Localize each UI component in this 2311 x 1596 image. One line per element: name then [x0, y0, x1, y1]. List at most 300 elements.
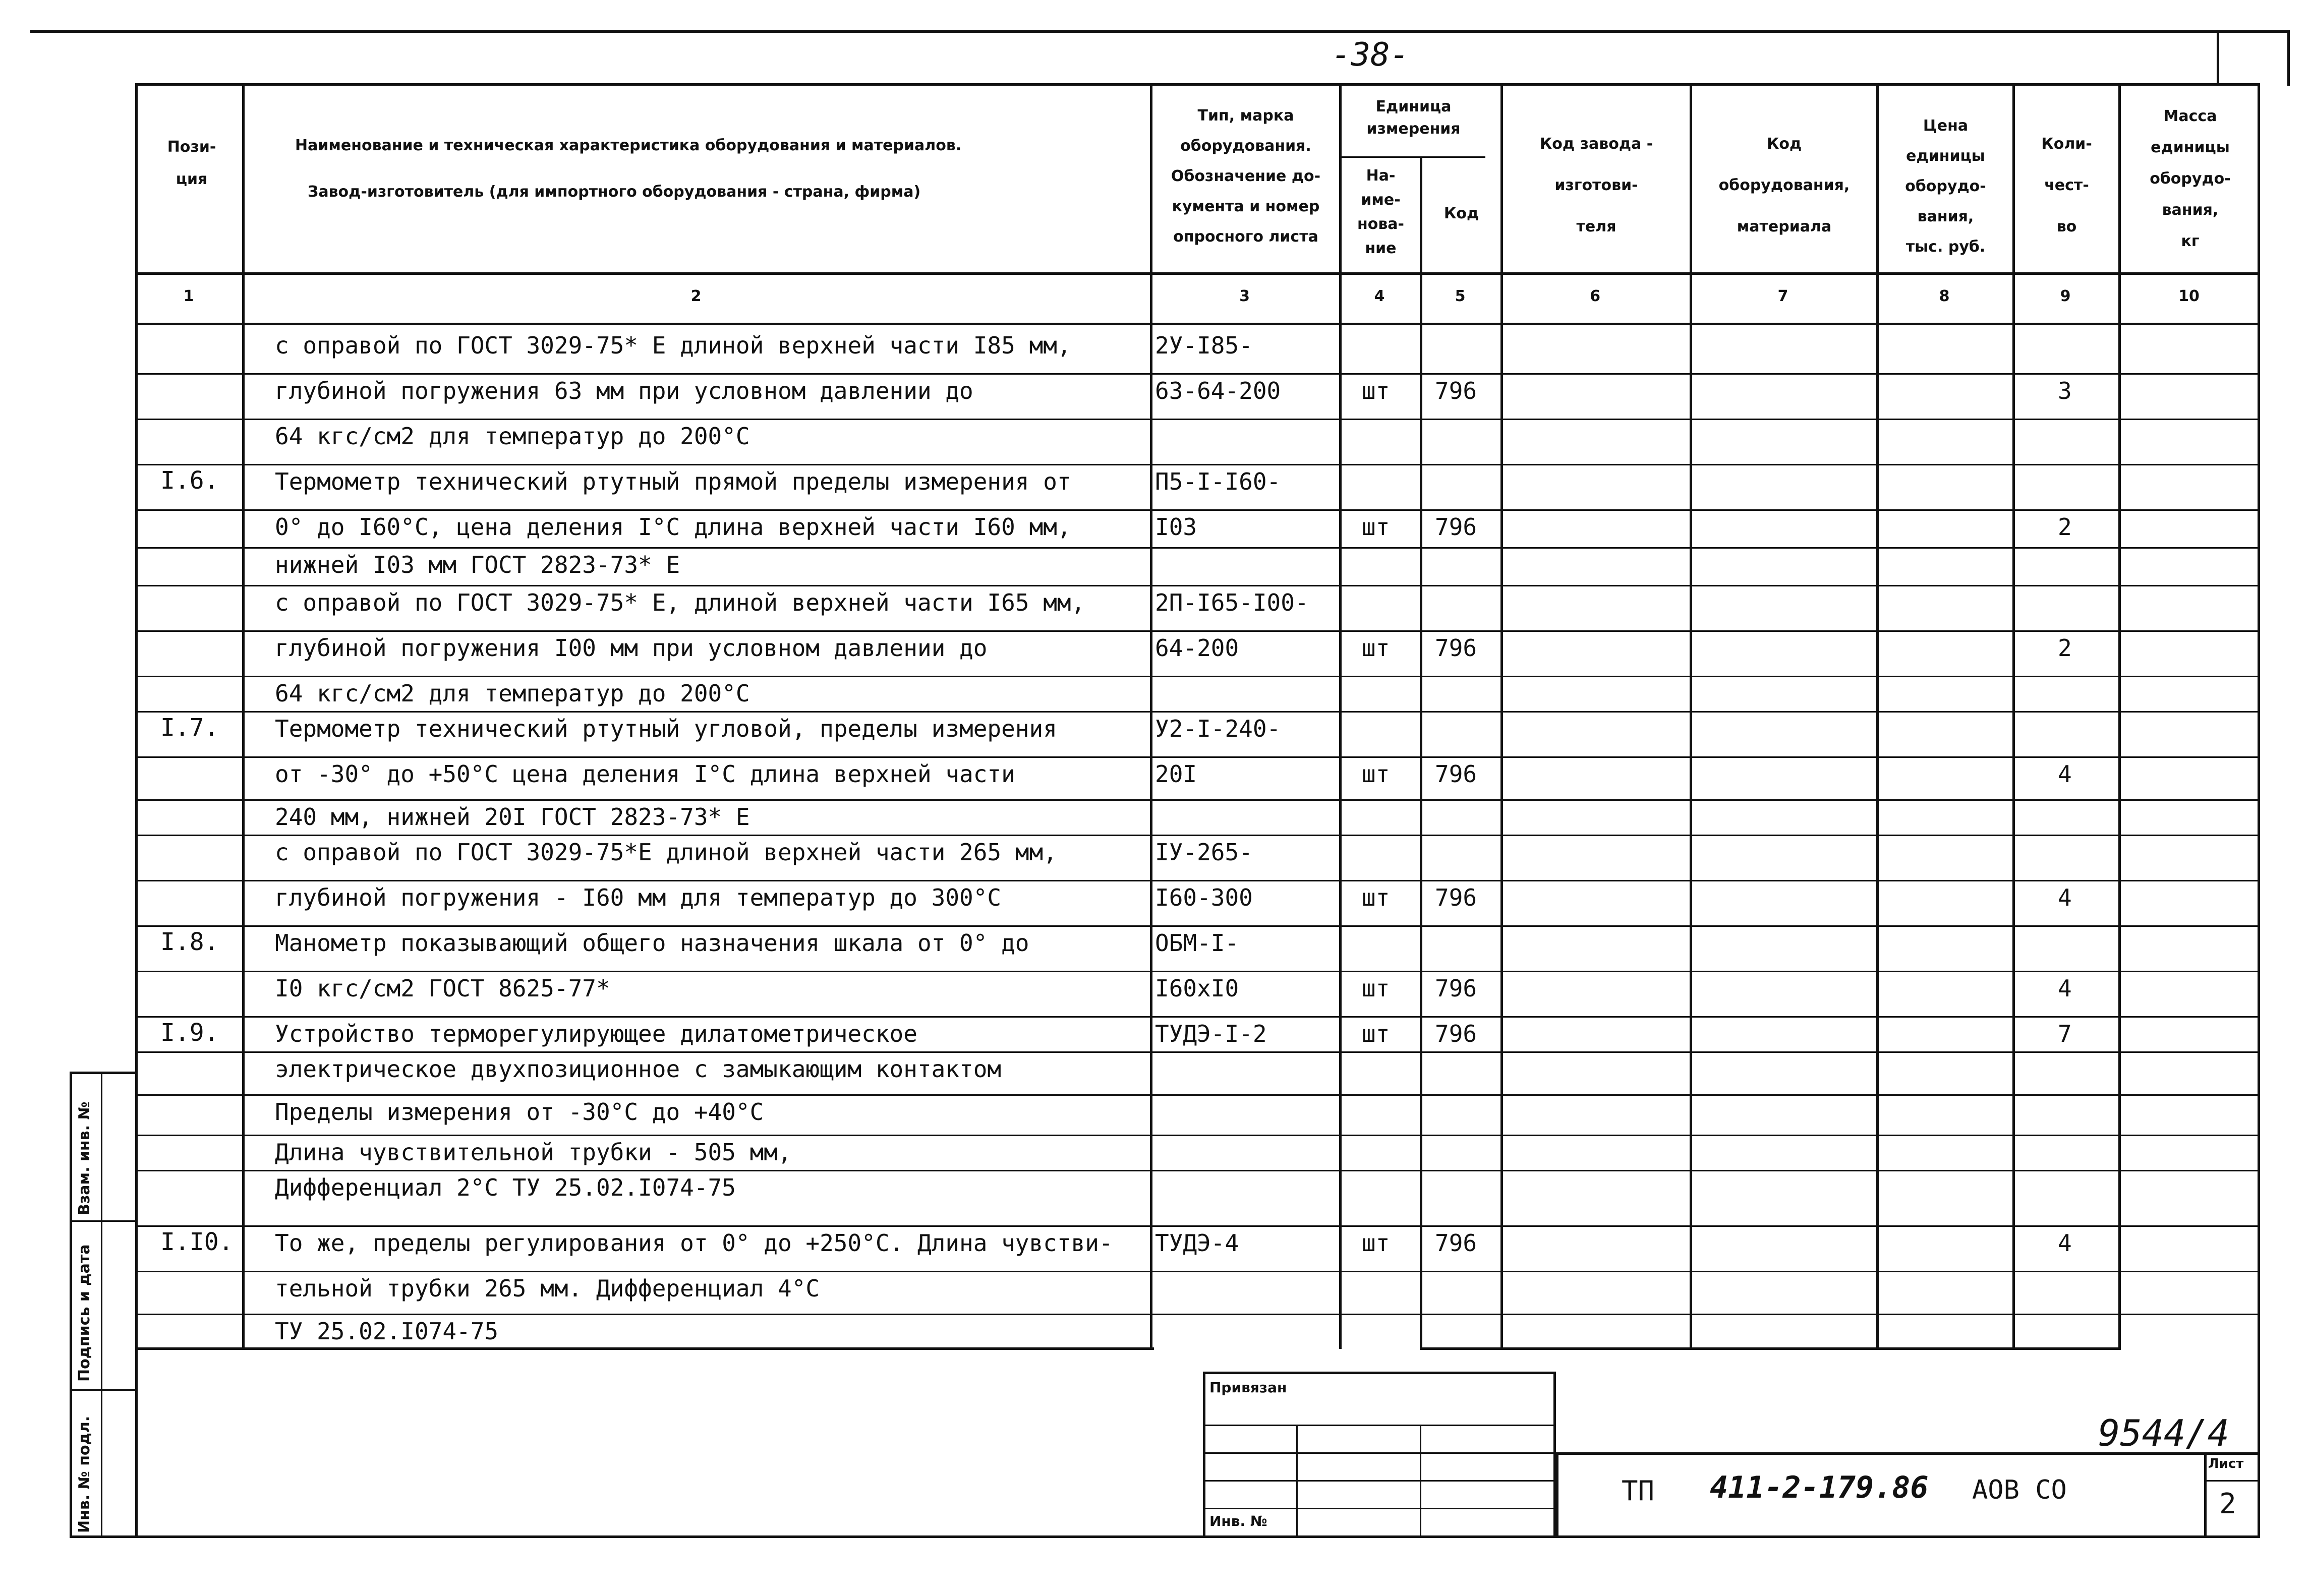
row-rule — [242, 509, 1150, 511]
stamp-sheet-left — [2204, 1452, 2207, 1538]
row-rule — [2012, 676, 2118, 677]
stamp-doc-prefix: ТП — [1622, 1475, 1655, 1507]
row-rule — [1690, 880, 1876, 881]
row-rule — [1876, 799, 2012, 801]
header-col2-line2: Завод-изготовитель (для импортного оборудования - страна, фирма) — [308, 183, 921, 201]
row-rule — [1150, 1094, 1339, 1096]
header-col10: Масса единицы оборудо- вания, кг — [2150, 107, 2231, 250]
row-rule — [242, 585, 1150, 586]
name-cell: Термометр технический ртутный прямой пределы измерения от — [275, 468, 1071, 495]
row-rule — [242, 630, 1150, 632]
row-rule — [1500, 925, 1690, 927]
name-cell: глубиной погружения I00 мм при условном давлении до — [275, 634, 988, 662]
header-col9: Коли- чест- во — [2041, 135, 2092, 235]
row-rule — [2012, 835, 2118, 836]
name-cell: 64 кгс/см2 для температур до 200°С — [275, 680, 750, 707]
row-rule — [135, 1135, 242, 1136]
row-rule — [2012, 1314, 2118, 1315]
name-cell: глубиной погружения 63 мм при условном давлении до — [275, 377, 973, 404]
name-cell: Пределы измерения от -30°С до +40°С — [275, 1098, 764, 1126]
stamp-sheet-split — [2204, 1480, 2260, 1482]
row-rule — [1500, 880, 1690, 881]
position-cell: I.6. — [160, 466, 219, 495]
row-rule — [135, 373, 242, 375]
row-rule — [2012, 711, 2118, 713]
row-rule — [1339, 464, 1420, 465]
row-rule — [2118, 835, 2260, 836]
colnum-8: 8 — [1939, 287, 1950, 305]
row-rule — [1150, 925, 1339, 927]
header-units-group: Единица измерения — [1366, 98, 1461, 138]
row-rule — [135, 547, 242, 549]
row-rule — [1876, 1094, 2012, 1096]
row-rule — [1339, 1170, 1420, 1171]
row-rule — [1420, 1314, 1500, 1315]
unit-cell: шт — [1362, 513, 1390, 541]
side-strip-div1 — [70, 1220, 138, 1222]
stamp-inv-no: Инв. № — [1209, 1513, 1267, 1529]
row-rule — [135, 880, 242, 881]
row-rule — [2012, 1271, 2118, 1272]
row-rule — [1690, 373, 1876, 375]
row-rule — [2012, 585, 2118, 586]
row-rule — [1420, 925, 1500, 927]
row-rule — [1500, 971, 1690, 972]
name-cell: глубиной погружения - I60 мм для температур до 300°С — [275, 884, 1002, 911]
colnum-3: 3 — [1239, 287, 1250, 305]
colnum-4: 4 — [1374, 287, 1385, 305]
row-rule — [242, 1170, 1150, 1171]
row-rule — [242, 1051, 1150, 1053]
name-cell: Манометр показывающий общего назначения шкала от 0° до — [275, 929, 1029, 957]
name-cell: от -30° до +50°С цена деления I°С длина верхней части — [275, 760, 1015, 788]
row-rule — [1339, 835, 1420, 836]
unit-cell: шт — [1362, 377, 1390, 404]
row-rule — [135, 1051, 242, 1053]
row-rule — [135, 464, 242, 465]
row-rule — [1500, 835, 1690, 836]
type-cell: П5-I-I60- — [1155, 468, 1281, 495]
row-rule — [1150, 509, 1339, 511]
colnum-10: 10 — [2178, 287, 2200, 305]
name-cell: 240 мм, нижней 20I ГОСТ 2823-73* Е — [275, 803, 750, 831]
row-rule — [2012, 1094, 2118, 1096]
col-line-6 — [1690, 83, 1692, 1349]
code-cell: 796 — [1435, 513, 1477, 541]
row-rule — [2012, 630, 2118, 632]
col-line-9 — [2118, 83, 2121, 1349]
row-rule — [1150, 630, 1339, 632]
row-rule — [1150, 1051, 1339, 1053]
row-rule — [2118, 1271, 2260, 1272]
row-rule — [135, 711, 242, 713]
row-rule — [1339, 971, 1420, 972]
row-rule — [135, 835, 242, 836]
row-rule — [1420, 1225, 1500, 1227]
qty-cell: 3 — [2058, 377, 2072, 404]
row-rule — [1339, 1094, 1420, 1096]
qty-cell: 4 — [2058, 760, 2072, 788]
row-rule — [1876, 547, 2012, 549]
row-rule — [1690, 1094, 1876, 1096]
row-rule — [135, 756, 242, 758]
name-cell: Длина чувствительной трубки - 505 мм, — [275, 1139, 792, 1166]
name-cell: ТУ 25.02.I074-75 — [275, 1318, 499, 1345]
row-rule — [1690, 971, 1876, 972]
row-rule — [242, 1225, 1150, 1227]
type-cell: IУ-265- — [1155, 839, 1253, 866]
row-rule — [1500, 1016, 1690, 1018]
row-rule — [1876, 1271, 2012, 1272]
row-rule — [242, 1094, 1150, 1096]
side-strip-div2 — [70, 1389, 138, 1391]
row-rule — [2012, 756, 2118, 758]
colnum-7: 7 — [1777, 287, 1788, 305]
row-rule — [1150, 971, 1339, 972]
row-rule — [1690, 835, 1876, 836]
stamp-v2 — [1420, 1425, 1421, 1538]
row-rule — [135, 1314, 242, 1315]
row-rule — [2118, 419, 2260, 420]
stamp-v3 — [1556, 1452, 1558, 1538]
row-rule — [1339, 925, 1420, 927]
row-rule — [1339, 756, 1420, 758]
row-rule — [2012, 464, 2118, 465]
col-line-7 — [1876, 83, 1879, 1349]
code-cell: 796 — [1435, 760, 1477, 788]
row-rule — [2118, 585, 2260, 586]
row-rule — [242, 676, 1150, 677]
row-rule — [1420, 971, 1500, 972]
row-rule — [1690, 509, 1876, 511]
unit-header-split — [1339, 156, 1485, 158]
unit-cell: шт — [1362, 760, 1390, 788]
row-rule — [1420, 711, 1500, 713]
row-rule — [1876, 1135, 2012, 1136]
row-rule — [1876, 756, 2012, 758]
row-rule — [1690, 1135, 1876, 1136]
row-rule — [242, 464, 1150, 465]
position-cell: I.8. — [160, 928, 219, 956]
row-rule — [1690, 1170, 1876, 1171]
row-rule — [1690, 799, 1876, 801]
side-label-inv: Инв. № подл. — [76, 1415, 93, 1533]
row-rule — [2118, 799, 2260, 801]
header-col4: На- име- нова- ние — [1357, 167, 1405, 257]
qty-cell: 4 — [2058, 975, 2072, 1002]
row-rule — [1690, 585, 1876, 586]
code-cell: 796 — [1435, 884, 1477, 911]
row-rule — [1420, 1170, 1500, 1171]
row-rule — [1420, 1051, 1500, 1053]
row-rule — [1420, 1135, 1500, 1136]
row-rule — [1500, 509, 1690, 511]
row-rule — [2118, 676, 2260, 677]
row-rule — [1339, 676, 1420, 677]
name-cell: с оправой по ГОСТ 3029-75* Е, длиной верхней части I65 мм, — [275, 589, 1085, 616]
row-rule — [1420, 547, 1500, 549]
unit-cell: шт — [1362, 1229, 1390, 1257]
colnum-2: 2 — [690, 287, 702, 305]
header-col3: Тип, марка оборудования. Обозначение до- кумента и номер опросного листа — [1171, 107, 1321, 246]
name-cell: тельной трубки 265 мм. Дифференциал 4°С — [275, 1275, 820, 1302]
position-cell: I.7. — [160, 714, 219, 742]
stamp-h2 — [1203, 1452, 1556, 1454]
row-rule — [242, 971, 1150, 972]
colnum-1: 1 — [183, 287, 194, 305]
row-rule — [1876, 835, 2012, 836]
row-rule — [2118, 1225, 2260, 1227]
row-rule — [1500, 547, 1690, 549]
side-strip-inner — [101, 1072, 102, 1538]
stamp-h1 — [1203, 1425, 1556, 1426]
row-rule — [1500, 464, 1690, 465]
row-rule — [1339, 1051, 1420, 1053]
row-rule — [1690, 756, 1876, 758]
row-rule — [2118, 630, 2260, 632]
stamp-doc-code: 411-2-179.86 — [1710, 1470, 1929, 1505]
stamp-h3 — [1203, 1480, 1556, 1482]
row-rule — [1690, 464, 1876, 465]
row-rule — [1876, 419, 2012, 420]
type-cell: ОБМ-I- — [1155, 929, 1239, 957]
row-rule — [135, 676, 242, 677]
stamp-sheet-no: 2 — [2219, 1488, 2236, 1520]
row-rule — [2012, 880, 2118, 881]
row-rule — [1420, 419, 1500, 420]
row-rule — [1150, 547, 1339, 549]
unit-cell: шт — [1362, 884, 1390, 911]
row-rule — [2012, 1170, 2118, 1171]
code-cell: 796 — [1435, 634, 1477, 662]
frame-top-tick — [2217, 30, 2219, 85]
row-rule — [1690, 1271, 1876, 1272]
row-rule — [1339, 585, 1420, 586]
colnum-5: 5 — [1455, 287, 1466, 305]
type-cell: 20I — [1155, 760, 1197, 788]
row-rule — [1500, 373, 1690, 375]
type-cell: 64-200 — [1155, 634, 1239, 662]
row-rule — [1150, 756, 1339, 758]
row-rule — [1150, 880, 1339, 881]
qty-cell: 4 — [2058, 1229, 2072, 1257]
col-line-2 — [1150, 83, 1152, 1349]
row-rule — [242, 1016, 1150, 1018]
row-rule — [1500, 585, 1690, 586]
row-rule — [135, 509, 242, 511]
position-cell: I.I0. — [160, 1228, 234, 1256]
stamp-h4 — [1203, 1508, 1556, 1509]
row-rule — [2012, 971, 2118, 972]
name-cell: Дифференциал 2°С ТУ 25.02.I074-75 — [275, 1174, 736, 1201]
stamp-doc-suffix: АОВ СО — [1972, 1475, 2067, 1505]
row-rule — [1150, 1225, 1339, 1227]
type-cell: 2У-I85- — [1155, 332, 1253, 359]
unit-cell: шт — [1362, 1020, 1390, 1047]
row-rule — [242, 835, 1150, 836]
row-rule — [2118, 925, 2260, 927]
code-cell: 796 — [1435, 1229, 1477, 1257]
row-rule — [1500, 419, 1690, 420]
row-rule — [1150, 373, 1339, 375]
row-rule — [2118, 756, 2260, 758]
row-rule — [1690, 925, 1876, 927]
row-rule — [1500, 799, 1690, 801]
unit-cell: шт — [1362, 975, 1390, 1002]
row-rule — [242, 1271, 1150, 1272]
type-cell: I03 — [1155, 513, 1197, 541]
row-rule — [1876, 1016, 2012, 1018]
side-label-vzam: Взам. инв. № — [76, 1101, 93, 1215]
row-rule — [1500, 1051, 1690, 1053]
stamp-privyazan: Привязан — [1209, 1379, 1287, 1396]
row-rule — [2118, 547, 2260, 549]
header-bottom — [135, 272, 2260, 275]
row-rule — [2118, 880, 2260, 881]
name-cell: I0 кгс/см2 ГОСТ 8625-77* — [275, 975, 610, 1002]
row-rule — [1690, 419, 1876, 420]
page-number: -38- — [1332, 36, 1410, 74]
row-rule — [242, 880, 1150, 881]
row-rule — [242, 1314, 1150, 1315]
row-rule — [2118, 1051, 2260, 1053]
row-rule — [135, 1170, 242, 1171]
row-rule — [1690, 630, 1876, 632]
row-rule — [1339, 1225, 1420, 1227]
row-rule — [1876, 1051, 2012, 1053]
name-cell: электрическое двухпозиционное с замыкающим контактом — [275, 1055, 1002, 1083]
stamp-v1 — [1296, 1425, 1298, 1538]
row-rule — [1500, 756, 1690, 758]
row-rule — [2118, 1170, 2260, 1171]
row-rule — [1500, 1314, 1690, 1315]
row-rule — [1876, 1170, 2012, 1171]
qty-cell: 4 — [2058, 884, 2072, 911]
row-rule — [242, 756, 1150, 758]
row-rule — [1420, 1094, 1500, 1096]
frame-top-edge — [30, 30, 2290, 33]
colnum-6: 6 — [1590, 287, 1600, 305]
qty-cell: 2 — [2058, 513, 2072, 541]
row-rule — [242, 925, 1150, 927]
row-rule — [1876, 711, 2012, 713]
row-rule — [2012, 1016, 2118, 1018]
row-rule — [1150, 1016, 1339, 1018]
row-rule — [1500, 1135, 1690, 1136]
row-rule — [1339, 711, 1420, 713]
row-rule — [1876, 509, 2012, 511]
row-rule — [2012, 1225, 2118, 1227]
row-rule — [242, 1135, 1150, 1136]
row-rule — [2118, 1094, 2260, 1096]
row-rule — [2118, 373, 2260, 375]
row-rule — [1339, 1135, 1420, 1136]
row-rule — [1500, 1225, 1690, 1227]
row-rule — [1690, 547, 1876, 549]
row-rule — [135, 585, 242, 586]
row-rule — [1150, 1271, 1339, 1272]
row-rule — [1150, 711, 1339, 713]
header-col7: Код оборудования, материала — [1718, 135, 1850, 235]
unit-cell: шт — [1362, 634, 1390, 662]
row-rule — [135, 1094, 242, 1096]
row-rule — [1339, 799, 1420, 801]
row-rule — [242, 799, 1150, 801]
row-rule — [1876, 925, 2012, 927]
row-rule — [242, 373, 1150, 375]
row-rule — [1690, 1225, 1876, 1227]
name-cell: нижней I03 мм ГОСТ 2823-73* Е — [275, 551, 680, 578]
row-rule — [2012, 373, 2118, 375]
row-rule — [1150, 1170, 1339, 1171]
type-cell: I60хI0 — [1155, 975, 1239, 1002]
row-rule — [1339, 880, 1420, 881]
header-col1: Пози- ция — [167, 138, 216, 188]
row-rule — [1876, 880, 2012, 881]
row-rule — [2118, 971, 2260, 972]
row-rule — [1690, 1051, 1876, 1053]
name-cell: с оправой по ГОСТ 3029-75* Е длиной верхней части I85 мм, — [275, 332, 1071, 359]
row-rule — [1420, 756, 1500, 758]
row-rule — [1420, 585, 1500, 586]
stamp-top-line — [135, 1347, 1154, 1350]
row-rule — [2012, 1051, 2118, 1053]
row-rule — [1690, 1314, 1876, 1315]
row-rule — [1150, 1135, 1339, 1136]
type-cell: 63-64-200 — [1155, 377, 1281, 404]
position-cell: I.9. — [160, 1019, 219, 1047]
row-rule — [2118, 509, 2260, 511]
colnum-bottom — [135, 323, 2260, 325]
row-rule — [1150, 1314, 1339, 1315]
header-col6: Код завода - изготови- теля — [1539, 135, 1653, 235]
row-rule — [1420, 799, 1500, 801]
colnum-9: 9 — [2060, 287, 2071, 305]
row-rule — [2012, 1135, 2118, 1136]
row-rule — [1339, 509, 1420, 511]
qty-cell: 2 — [2058, 634, 2072, 662]
code-cell: 796 — [1435, 1020, 1477, 1047]
row-rule — [2118, 1314, 2260, 1315]
row-rule — [1150, 585, 1339, 586]
row-rule — [1420, 509, 1500, 511]
col-line-5 — [1500, 83, 1503, 1349]
row-rule — [135, 1225, 242, 1227]
row-rule — [1339, 1271, 1420, 1272]
row-rule — [1339, 373, 1420, 375]
row-rule — [135, 1016, 242, 1018]
header-col8: Цена единицы оборудо- вания, тыс. руб. — [1905, 117, 1986, 256]
row-rule — [1150, 419, 1339, 420]
col-line-1 — [242, 83, 245, 1349]
row-rule — [2118, 1135, 2260, 1136]
row-rule — [242, 711, 1150, 713]
row-rule — [2012, 419, 2118, 420]
code-cell: 796 — [1435, 975, 1477, 1002]
row-rule — [1420, 373, 1500, 375]
row-rule — [1500, 1170, 1690, 1171]
name-cell: То же, пределы регулирования от 0° до +250°С. Длина чувстви- — [275, 1229, 1113, 1257]
row-rule — [1690, 711, 1876, 713]
row-rule — [135, 419, 242, 420]
row-rule — [1690, 676, 1876, 677]
type-cell: 2П-I65-I00- — [1155, 589, 1309, 616]
row-rule — [242, 547, 1150, 549]
row-rule — [2012, 547, 2118, 549]
row-rule — [135, 799, 242, 801]
name-cell: Устройство терморегулирующее дилатометрическое — [275, 1020, 917, 1047]
row-rule — [2118, 711, 2260, 713]
